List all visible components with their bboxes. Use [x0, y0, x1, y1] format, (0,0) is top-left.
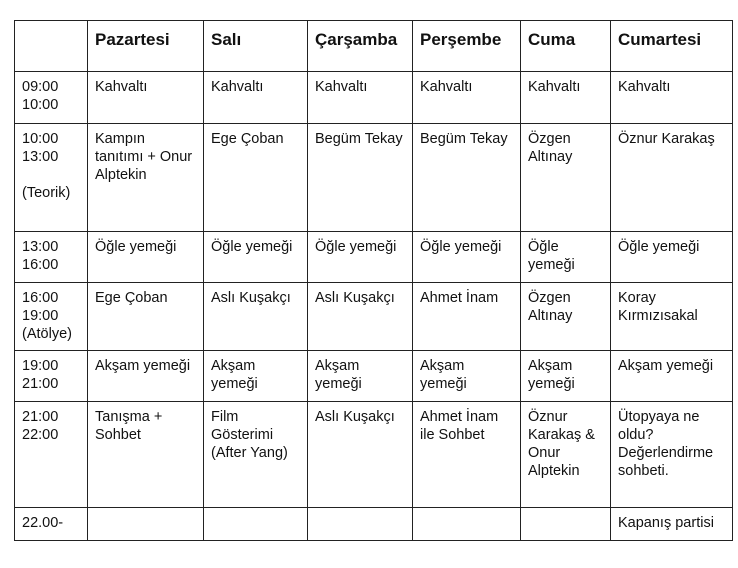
time-end: 10:00 — [22, 97, 59, 113]
time-cell — [15, 283, 88, 351]
schedule-cell: Ütopyaya ne oldu? Değerlendirme sohbeti. — [611, 402, 733, 508]
time-end: 21:00 — [22, 376, 59, 392]
schedule-cell: Aslı Kuşakçı — [204, 283, 308, 351]
schedule-cell: Öğle yemeği — [413, 232, 521, 283]
schedule-table — [14, 20, 733, 541]
table-row — [15, 124, 733, 232]
schedule-cell: Film Gösterimi (After Yang) — [204, 402, 308, 508]
schedule-cell: Akşam yemeği — [413, 351, 521, 402]
schedule-cell — [413, 508, 521, 541]
schedule-cell: Kampın tanıtımı + Onur Alptekin — [88, 124, 204, 232]
schedule-cell: Akşam yemeği — [88, 351, 204, 402]
header-day: Pazartesi — [88, 21, 204, 72]
time-note: (Teorik) — [22, 185, 71, 201]
table-row — [15, 283, 733, 351]
schedule-cell: Öğle yemeği — [521, 232, 611, 283]
time-start: 22.00- — [22, 515, 64, 531]
schedule-cell: Öznur Karakaş — [611, 124, 733, 232]
schedule-cell: Öğle yemeği — [88, 232, 204, 283]
schedule-cell: Öğle yemeği — [611, 232, 733, 283]
schedule-cell: Akşam yemeği — [611, 351, 733, 402]
schedule-cell: Aslı Kuşakçı — [308, 402, 413, 508]
schedule-cell: Ahmet İnam ile Sohbet — [413, 402, 521, 508]
table-row — [15, 232, 733, 283]
table-row — [15, 508, 733, 541]
schedule-cell: Kahvaltı — [521, 72, 611, 124]
schedule-cell: Öznur Karakaş & Onur Alptekin — [521, 402, 611, 508]
schedule-cell: Özgen Altınay — [521, 283, 611, 351]
schedule-cell: Tanışma + Sohbet — [88, 402, 204, 508]
time-end: 19:00 — [22, 308, 59, 324]
schedule-cell — [521, 508, 611, 541]
schedule-cell: Akşam yemeği — [521, 351, 611, 402]
table-row — [15, 351, 733, 402]
schedule-cell: Akşam yemeği — [204, 351, 308, 402]
schedule-cell: Kahvaltı — [204, 72, 308, 124]
time-start: 19:00 — [22, 358, 59, 374]
schedule-cell: Öğle yemeği — [204, 232, 308, 283]
time-start: 16:00 — [22, 290, 59, 306]
schedule-cell: Kahvaltı — [88, 72, 204, 124]
schedule-cell: Ahmet İnam — [413, 283, 521, 351]
time-end: 13:00 — [22, 149, 59, 165]
schedule-cell — [308, 508, 413, 541]
schedule-cell — [204, 508, 308, 541]
header-day: Perşembe — [413, 21, 521, 72]
time-start: 09:00 — [22, 79, 59, 95]
time-cell — [15, 508, 88, 541]
schedule-cell: Aslı Kuşakçı — [308, 283, 413, 351]
schedule-cell: Öğle yemeği — [308, 232, 413, 283]
time-cell — [15, 72, 88, 124]
header-day: Cumartesi — [611, 21, 733, 72]
schedule-cell: Koray Kırmızısakal — [611, 283, 733, 351]
time-note: (Atölye) — [22, 326, 72, 342]
schedule-cell: Kahvaltı — [611, 72, 733, 124]
schedule-cell: Begüm Tekay — [413, 124, 521, 232]
time-cell — [15, 351, 88, 402]
time-start: 21:00 — [22, 409, 59, 425]
time-start: 13:00 — [22, 239, 59, 255]
header-day: Cuma — [521, 21, 611, 72]
time-start: 10:00 — [22, 131, 59, 147]
header-row — [15, 21, 733, 72]
schedule-cell: Kahvaltı — [308, 72, 413, 124]
time-end: 22:00 — [22, 427, 59, 443]
schedule-cell: Özgen Altınay — [521, 124, 611, 232]
schedule-cell: Akşam yemeği — [308, 351, 413, 402]
time-end: 16:00 — [22, 257, 59, 273]
time-cell — [15, 232, 88, 283]
header-day: Salı — [204, 21, 308, 72]
schedule-cell: Ege Çoban — [204, 124, 308, 232]
time-cell — [15, 124, 88, 232]
table-row — [15, 402, 733, 508]
schedule-cell: Begüm Tekay — [308, 124, 413, 232]
header-corner — [15, 21, 88, 72]
schedule-cell: Ege Çoban — [88, 283, 204, 351]
schedule-cell: Kahvaltı — [413, 72, 521, 124]
time-cell — [15, 402, 88, 508]
table-row — [15, 72, 733, 124]
schedule-cell: Kapanış partisi — [611, 508, 733, 541]
schedule-cell — [88, 508, 204, 541]
header-day: Çarşamba — [308, 21, 413, 72]
